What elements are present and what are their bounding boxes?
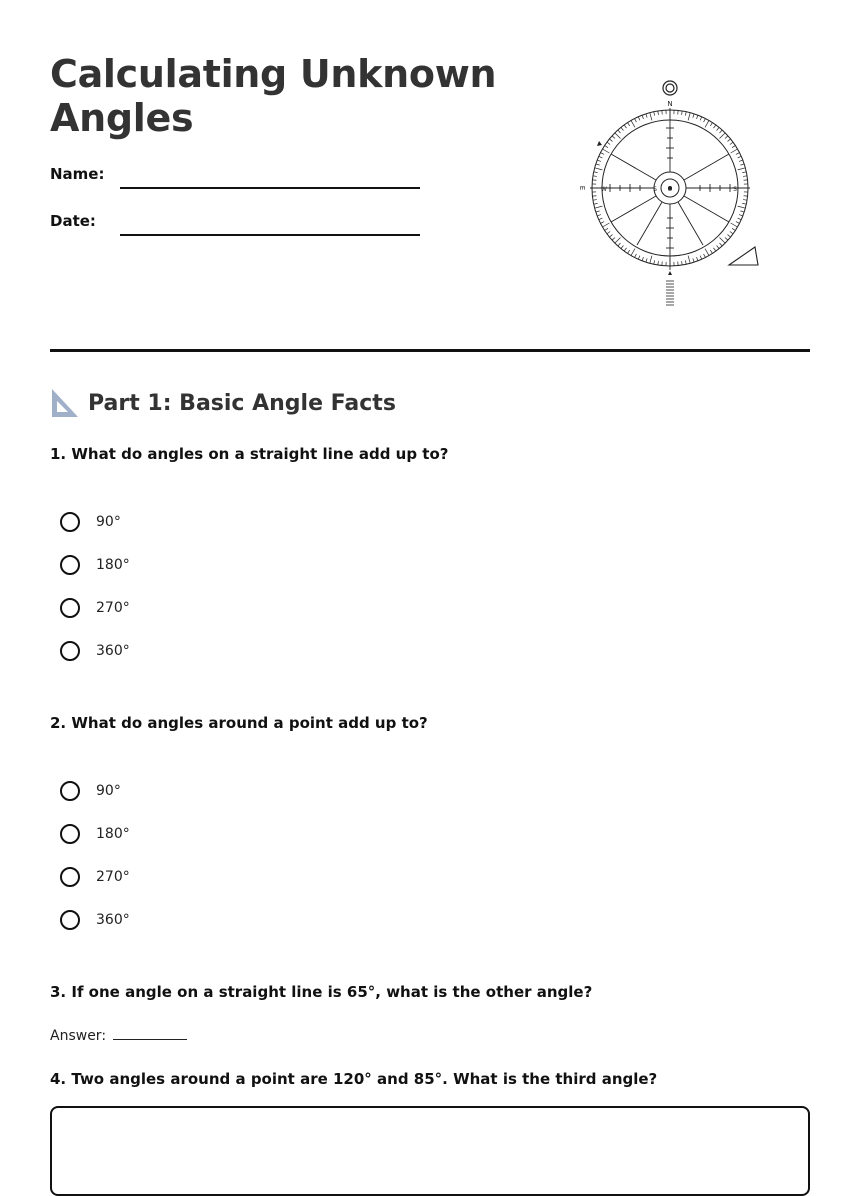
part1-title: Part 1: Basic Angle Facts bbox=[88, 391, 396, 416]
compass-tick bbox=[738, 156, 742, 158]
q2-option-180[interactable] bbox=[60, 821, 130, 847]
compass-tick bbox=[685, 112, 686, 116]
compass-tick bbox=[725, 136, 728, 139]
compass-tick bbox=[615, 237, 621, 243]
compass-tick bbox=[693, 114, 694, 118]
compass-tick bbox=[597, 160, 601, 161]
compass-tick bbox=[595, 168, 603, 170]
part1-heading bbox=[50, 386, 396, 420]
option-label: 180° bbox=[96, 826, 130, 842]
compass-tick bbox=[593, 200, 597, 201]
question-3: 3. If one angle on a straight line is 65°, what is the other angle? bbox=[50, 983, 592, 1001]
option-label: 270° bbox=[96, 600, 130, 616]
compass-tick bbox=[743, 200, 747, 201]
compass-tick bbox=[624, 125, 626, 128]
compass-ring-icon bbox=[663, 81, 677, 95]
radio-circle[interactable] bbox=[60, 641, 80, 661]
option-label: 270° bbox=[96, 869, 130, 885]
compass-tick bbox=[717, 127, 720, 130]
radio-circle[interactable] bbox=[60, 910, 80, 930]
compass-tick bbox=[738, 168, 746, 170]
compass-tick bbox=[713, 125, 715, 128]
compass-tick bbox=[719, 237, 725, 243]
compass-tick bbox=[743, 176, 747, 177]
compass-tick bbox=[601, 153, 605, 155]
compass-tick bbox=[658, 111, 659, 115]
compass-tick bbox=[642, 115, 643, 119]
q1-option-270[interactable] bbox=[60, 595, 130, 621]
section-divider bbox=[50, 349, 810, 352]
q1-option-360[interactable] bbox=[60, 638, 130, 664]
compass-tick bbox=[713, 248, 715, 251]
compass-tick bbox=[738, 218, 742, 220]
compass-tick bbox=[646, 258, 647, 262]
radio-circle[interactable] bbox=[60, 824, 80, 844]
compass-tick bbox=[638, 256, 640, 260]
compass-tick bbox=[704, 119, 706, 123]
option-label: 360° bbox=[96, 643, 130, 659]
q2-option-90[interactable] bbox=[60, 778, 121, 804]
answer-input[interactable] bbox=[113, 1025, 187, 1040]
compass-center-label: O bbox=[668, 186, 673, 193]
compass-tick bbox=[704, 254, 706, 258]
compass-tick bbox=[597, 215, 601, 216]
compass-tick bbox=[595, 206, 603, 208]
radio-circle[interactable] bbox=[60, 555, 80, 575]
radio-circle[interactable] bbox=[60, 867, 80, 887]
compass-tick bbox=[602, 223, 609, 227]
compass-tick bbox=[609, 139, 612, 142]
compass-tick bbox=[697, 115, 698, 119]
compass-tick bbox=[594, 172, 598, 173]
compass-north-label: N bbox=[667, 100, 672, 108]
compass-tick bbox=[693, 258, 694, 262]
compass-tick bbox=[717, 246, 720, 249]
option-label: 180° bbox=[96, 557, 130, 573]
compass-tick bbox=[720, 130, 723, 133]
compass-tick bbox=[594, 203, 598, 204]
compass-tick bbox=[739, 215, 743, 216]
compass-tick bbox=[621, 127, 624, 130]
option-label: 360° bbox=[96, 912, 130, 928]
compass-tick bbox=[740, 211, 744, 212]
q2-option-360[interactable] bbox=[60, 907, 130, 933]
question-2: 2. What do angles around a point add up to? bbox=[50, 714, 428, 732]
answer-row bbox=[50, 1025, 187, 1044]
compass-tick bbox=[730, 231, 733, 233]
compass-tick bbox=[618, 130, 621, 133]
compass-tick bbox=[602, 149, 609, 153]
compass-tick bbox=[730, 142, 733, 144]
compass-tick bbox=[612, 238, 615, 241]
option-label: 90° bbox=[96, 783, 121, 799]
compass-tick bbox=[697, 257, 698, 261]
date-field[interactable] bbox=[120, 234, 420, 236]
compass-tick bbox=[732, 228, 735, 230]
compass-tick bbox=[728, 235, 731, 238]
compass-tick bbox=[599, 218, 603, 220]
compass-tick bbox=[618, 243, 621, 246]
compass-tick bbox=[601, 222, 605, 224]
compass-tick bbox=[720, 243, 723, 246]
answer-label: Answer: bbox=[50, 1028, 106, 1044]
compass-tick bbox=[650, 256, 652, 264]
option-label: 90° bbox=[96, 514, 121, 530]
compass-tick bbox=[654, 260, 655, 264]
compass-tick bbox=[624, 248, 626, 251]
answer-textarea[interactable] bbox=[50, 1106, 810, 1196]
compass-tick bbox=[682, 111, 683, 115]
compass-tick bbox=[609, 235, 612, 238]
compass-tick bbox=[646, 114, 647, 118]
triangle-icon bbox=[729, 247, 758, 265]
name-label: Name: bbox=[50, 165, 104, 183]
compass-tick bbox=[682, 261, 683, 265]
compass-tick bbox=[725, 238, 728, 241]
radio-circle[interactable] bbox=[60, 781, 80, 801]
compass-south-label: S bbox=[733, 186, 737, 193]
compass-tick bbox=[605, 146, 608, 148]
compass-tick bbox=[605, 228, 608, 230]
compass-tick bbox=[635, 254, 637, 258]
compass-tick bbox=[739, 160, 743, 161]
compass-tick bbox=[740, 164, 744, 165]
compass-tick bbox=[728, 139, 731, 142]
compass-tick bbox=[710, 250, 712, 253]
compass-tick bbox=[628, 123, 630, 126]
compass-tick bbox=[654, 112, 655, 116]
compass-tick bbox=[732, 146, 735, 148]
compass-tick bbox=[607, 231, 610, 233]
compass-tick bbox=[631, 249, 635, 256]
compass-tick bbox=[705, 249, 709, 256]
compass-tick bbox=[719, 133, 725, 139]
compass-tick bbox=[736, 153, 740, 155]
compass-tick bbox=[731, 149, 738, 153]
question-1: 1. What do angles on a straight line add up to? bbox=[50, 445, 448, 463]
date-label: Date: bbox=[50, 212, 96, 230]
compass-tick bbox=[596, 211, 600, 212]
compass-tick bbox=[738, 206, 746, 208]
compass-tick bbox=[742, 172, 746, 173]
compass-tick bbox=[742, 203, 746, 204]
compass-tick bbox=[628, 250, 630, 253]
compass-tick bbox=[596, 164, 600, 165]
page-title: Calculating Unknown Angles bbox=[50, 52, 520, 140]
radio-circle[interactable] bbox=[60, 512, 80, 532]
compass-illustration bbox=[575, 75, 765, 315]
compass-tick bbox=[615, 133, 621, 139]
radio-circle[interactable] bbox=[60, 598, 80, 618]
compass-inner-label: S bbox=[653, 186, 657, 193]
question-4: 4. Two angles around a point are 120° and 85°. What is the third angle? bbox=[50, 1070, 657, 1088]
compass-tick bbox=[612, 136, 615, 139]
compass-tick bbox=[638, 117, 640, 121]
q2-option-270[interactable] bbox=[60, 864, 130, 890]
compass-tick bbox=[710, 123, 712, 126]
compass-tick bbox=[700, 117, 702, 121]
compass-tick bbox=[607, 142, 610, 144]
compass-tick bbox=[685, 260, 686, 264]
compass-west-label: W bbox=[601, 186, 607, 193]
compass-tick bbox=[688, 113, 690, 121]
compass-tick bbox=[731, 223, 738, 227]
compass-tick bbox=[631, 120, 635, 127]
compass-tick bbox=[593, 176, 597, 177]
compass-tick bbox=[658, 261, 659, 265]
q1-option-90[interactable] bbox=[60, 509, 121, 535]
compass-east-label: E bbox=[578, 186, 586, 190]
compass-tick bbox=[599, 156, 603, 158]
compass-tick bbox=[700, 256, 702, 260]
compass-tick bbox=[642, 257, 643, 261]
set-square-icon bbox=[50, 387, 80, 419]
compass-tick bbox=[705, 120, 709, 127]
compass-tick bbox=[688, 256, 690, 264]
q1-option-180[interactable] bbox=[60, 552, 130, 578]
name-field[interactable] bbox=[120, 187, 420, 189]
compass-tick bbox=[736, 222, 740, 224]
compass-tick bbox=[635, 119, 637, 123]
compass-tick bbox=[621, 246, 624, 249]
compass-tick bbox=[650, 113, 652, 121]
